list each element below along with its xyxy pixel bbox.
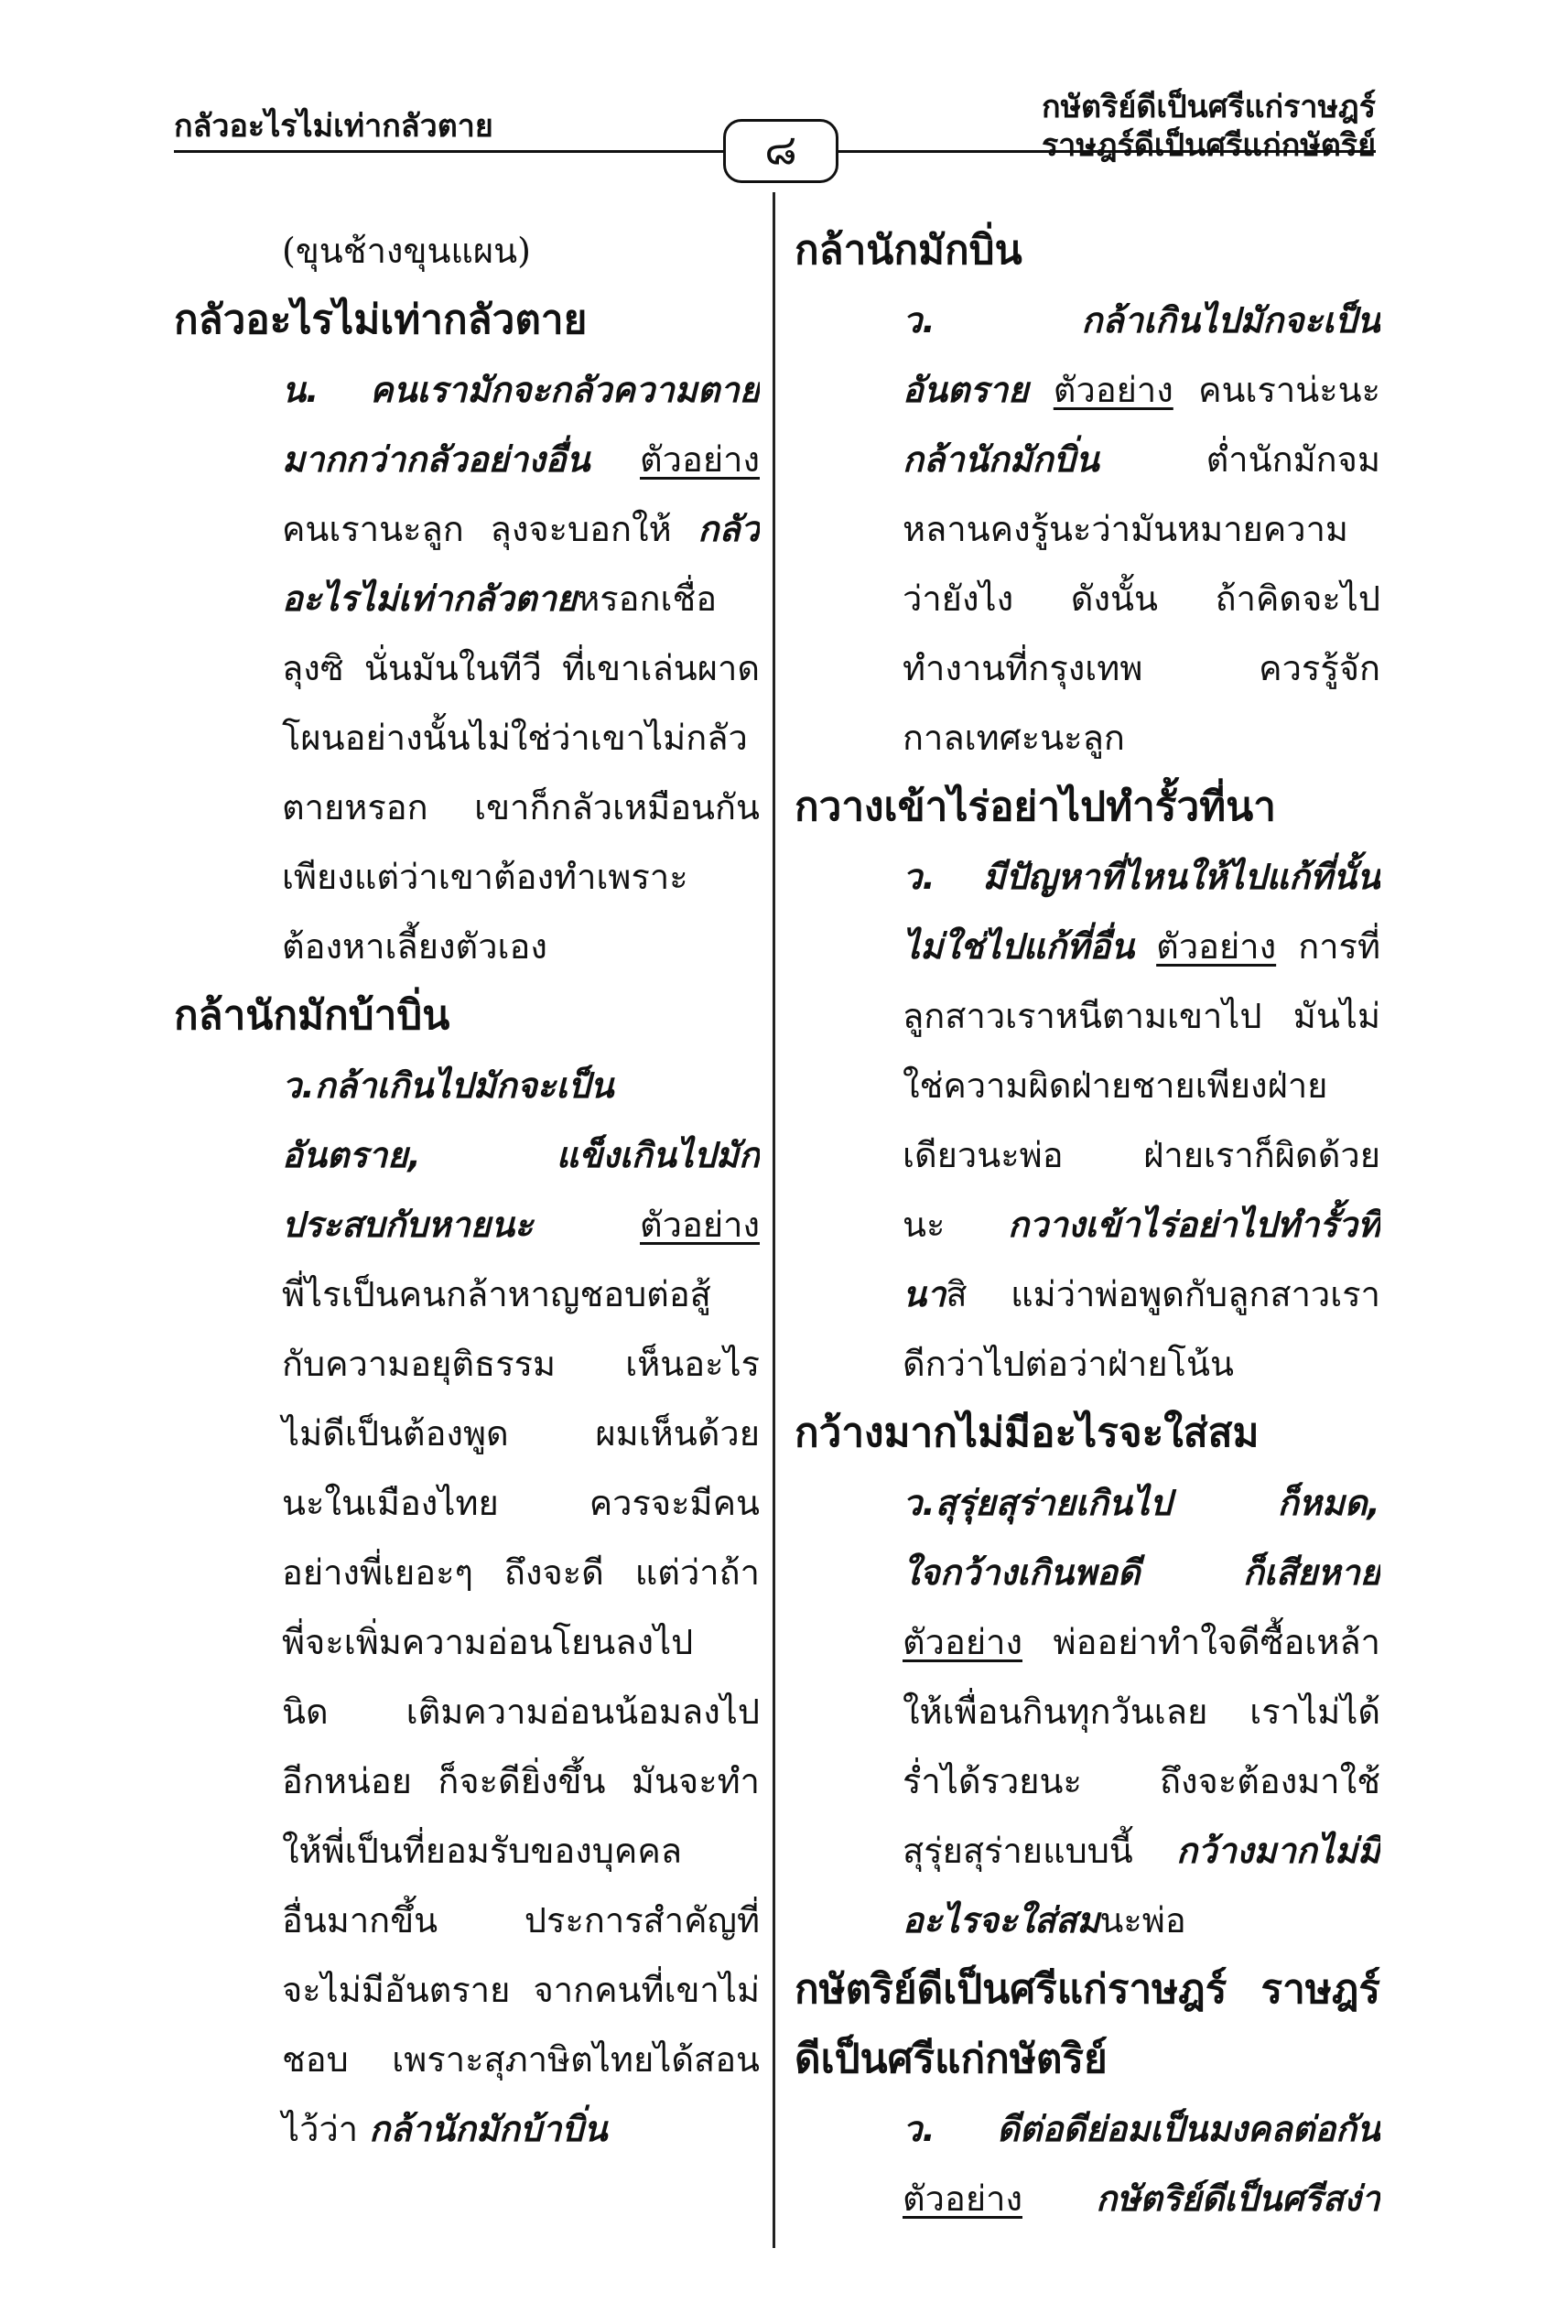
entry-headword: กล้านักมักบิ่น (795, 227, 1022, 274)
example-line: ชอบ เพราะสุภาษิตไทยได้สอน (282, 2039, 760, 2080)
example-line: ทำงานที่กรุงเทพ ควรรู้จัก (903, 648, 1380, 688)
example-line: ลูกสาวเราหนีตามเขาไป มันไม่ (903, 996, 1380, 1036)
running-head-left: กลัวอะไรไม่เท่ากลัวตาย (174, 108, 493, 145)
source-note: (ขุนช้างขุนแผน) (282, 231, 531, 271)
definition-line: น. คนเรามักจะกลัวความตาย (282, 370, 760, 410)
example-line: ให้เพื่อนกินทุกวันเลย เราไม่ได้ (903, 1692, 1380, 1732)
example-line: อย่างพี่เยอะๆ ถึงจะดี แต่ว่าถ้า (282, 1552, 760, 1593)
entry-headword: กว้างมากไม่มีอะไรจะใส่สม (795, 1410, 1260, 1456)
proverb-citation: กว้างมากไม่มี (1176, 1831, 1380, 1871)
example-line (795, 1886, 1380, 1955)
example-line: ใช่ความผิดฝ่ายชายเพียงฝ่าย (903, 1065, 1328, 1106)
example-text: นะ (903, 1205, 946, 1245)
definition-text: ประสบกับหายนะ (282, 1205, 534, 1245)
example-line (174, 494, 760, 564)
example-label: ตัวอย่าง (903, 2178, 1022, 2219)
example-text: ต่ำนักมักจม (1206, 439, 1380, 480)
example-text: การที่ (1298, 926, 1380, 967)
example-line: เดียวนะพ่อ ฝ่ายเราก็ผิดด้วย (903, 1135, 1380, 1175)
example-line (795, 1816, 1380, 1886)
example-line: กับความอยุติธรรม เห็นอะไร (282, 1344, 760, 1384)
running-head-right-line-1: กษัตริย์ดีเป็นศรีแก่ราษฎร์ (1042, 89, 1376, 125)
definition-text: ไม่ใช่ไปแก้ที่อื่น (903, 926, 1135, 967)
page-number: ๘ (723, 119, 838, 183)
example-text: พ่ออย่าทำใจดีซื้อเหล้า (1053, 1622, 1380, 1662)
column-divider (773, 192, 775, 2248)
example-line: จะไม่มีอันตราย จากคนที่เขาไม่ (282, 1970, 760, 2010)
example-line (795, 2164, 1380, 2233)
example-line: พี่จะเพิ่มความอ่อนโยนลงไป (282, 1622, 694, 1662)
example-line (174, 2094, 760, 2164)
entry-headword: กษัตริย์ดีเป็นศรีแก่ราษฎร์ ราษฎร์ (795, 1966, 1380, 2013)
proverb-citation: กวางเข้าไร่อย่าไปทำรั้วที่ (1008, 1205, 1380, 1245)
example-label: ตัวอย่าง (903, 1622, 1022, 1662)
example-line: ว่ายังไง ดังนั้น ถ้าคิดจะไป (903, 578, 1380, 619)
example-line: ต้องหาเลี้ยงตัวเอง (282, 926, 547, 967)
example-line: อื่นมากขึ้น ประการสำคัญที่ (282, 1900, 760, 1940)
example-line: ร่ำได้รวยนะ ถึงจะต้องมาใช้ (903, 1761, 1380, 1801)
example-label: ตัวอย่าง (1053, 370, 1173, 410)
example-line: นิด เติมความอ่อนน้อมลงไป (282, 1692, 760, 1732)
example-line: อีกหน่อย ก็จะดียิ่งขึ้น มันจะทำ (282, 1761, 760, 1801)
definition-line: ว. กล้าเกินไปมักจะเป็น (903, 300, 1380, 340)
example-line (795, 1607, 1380, 1677)
example-label: ตัวอย่าง (640, 439, 760, 480)
example-text: สุรุ่ยสุร่ายแบบนี้ (903, 1831, 1133, 1871)
example-line: ดีกว่าไปต่อว่าฝ่ายโน้น (903, 1344, 1235, 1384)
entry-headword: กวางเข้าไร่อย่าไปทำรั้วที่นา (795, 784, 1276, 830)
running-head-right (1042, 88, 1376, 165)
proverb-citation: กลัว (697, 509, 760, 549)
definition-line: อันตราย, แข็งเกินไปมัก (282, 1135, 760, 1175)
definition-line: ใจกว้างเกินพอดี ก็เสียหาย (903, 1552, 1380, 1593)
example-line (174, 564, 760, 633)
example-line: พี่ไรเป็นคนกล้าหาญชอบต่อสู้ (282, 1274, 711, 1314)
proverb-citation: กษัตริย์ดีเป็นศรีสง่า (1096, 2178, 1380, 2219)
proverb-citation: อะไรไม่เท่ากลัวตาย (282, 578, 578, 619)
proverb-citation: อะไรจะใส่สม (903, 1900, 1100, 1940)
right-column (795, 216, 1380, 2233)
entry-headword: กล้านักมักบ้าบิ่น (174, 992, 450, 1039)
definition-line (795, 355, 1380, 425)
example-line (795, 1259, 1380, 1329)
definition-line (795, 912, 1380, 981)
definition-line (174, 1190, 760, 1259)
example-line (795, 425, 1380, 494)
proverb-citation: กล้านักมักบ้าบิ่น (369, 2109, 608, 2149)
example-label: ตัวอย่าง (1156, 926, 1277, 967)
example-line: ตายหรอก เขาก็กลัวเหมือนกัน (282, 787, 760, 827)
example-line: นะในเมืองไทย ควรจะมีคน (282, 1483, 760, 1523)
example-text: ไว้ว่า (282, 2109, 359, 2149)
example-line (795, 1190, 1380, 1259)
entry-headword: กลัวอะไรไม่เท่ากลัวตาย (174, 297, 588, 343)
example-line: ไม่ดีเป็นต้องพูด ผมเห็นด้วย (282, 1413, 760, 1454)
example-line: โผนอย่างนั้นไม่ใช่ว่าเขาไม่กลัว (282, 718, 748, 758)
definition-line: ว.สุรุ่ยสุร่ายเกินไป ก็หมด, (903, 1483, 1380, 1523)
example-text: หรอกเชื่อ (577, 578, 718, 619)
definition-line: ว. ดีต่อดีย่อมเป็นมงคลต่อกัน (903, 2109, 1380, 2149)
example-line: หลานคงรู้นะว่ามันหมายความ (903, 509, 1348, 549)
example-line: เพียงแต่ว่าเขาต้องทำเพราะ (282, 857, 688, 897)
example-line: ให้พี่เป็นที่ยอมรับของบุคคล (282, 1831, 683, 1871)
definition-text: อันตราย (903, 370, 1029, 410)
example-line: ลุงซิ นั่นมันในทีวี ที่เขาเล่นผาด (282, 648, 760, 688)
definition-line: ว.กล้าเกินไปมักจะเป็น (282, 1065, 614, 1106)
example-text: คนเราน่ะนะ (1198, 370, 1380, 410)
entry-headword: ดีเป็นศรีแก่กษัตริย์ (795, 2036, 1108, 2082)
example-label: ตัวอย่าง (640, 1205, 760, 1245)
proverb-citation: นา (903, 1274, 946, 1314)
example-text: สิ แม่ว่าพ่อพูดกับลูกสาวเรา (946, 1274, 1380, 1314)
proverb-citation: กล้านักมักบิ่น (903, 439, 1099, 480)
definition-line (174, 425, 760, 494)
running-head-right-line-2: ราษฎร์ดีเป็นศรีแก่กษัตริย์ (1042, 127, 1376, 164)
definition-line: ว. มีปัญหาที่ไหนให้ไปแก้ที่นั้น (903, 857, 1380, 897)
definition-text: มากกว่ากลัวอย่างอื่น (282, 439, 590, 480)
example-text: คนเรานะลูก ลุงจะบอกให้ (282, 509, 672, 549)
example-line: กาลเทศะนะลูก (903, 718, 1125, 758)
left-column (174, 216, 760, 2164)
example-text: นะพ่อ (1099, 1900, 1186, 1940)
